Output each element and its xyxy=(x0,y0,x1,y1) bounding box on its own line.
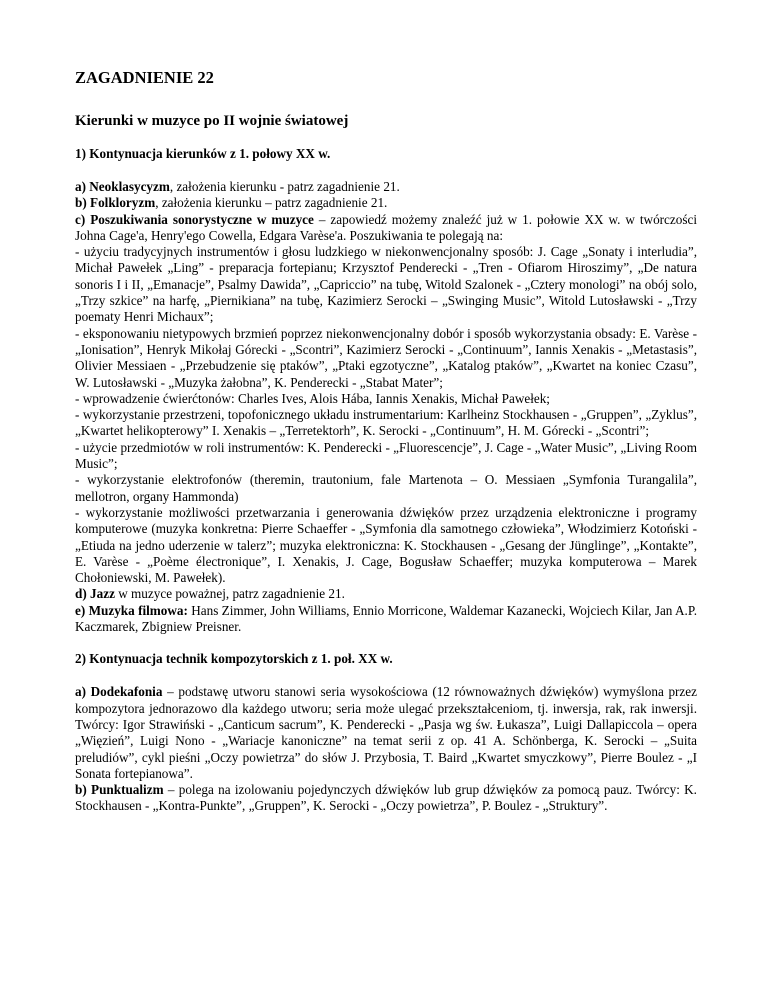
paragraph-text: – zapowiedź możemy znaleźć już w 1. połowie XX w. w twórczości Johna Cage'a, Henry'ego Cowella, Edgara Varèse'a. Poszukiwania te polegają na: xyxy=(75,211,698,243)
paragraph xyxy=(75,586,697,602)
paragraph-text: - wykorzystanie elektrofonów (theremin, trautonium, fale Martenota – O. Messiaen „Symfonia Turangalila”, mellotron, organy Hammonda) xyxy=(75,472,697,504)
paragraph xyxy=(75,603,697,636)
paragraph-lead: e) Muzyka filmowa: xyxy=(75,602,188,618)
paragraph xyxy=(75,391,697,407)
page-subtitle: Kierunki w muzyce po II wojnie światowej xyxy=(75,113,349,129)
section-2 xyxy=(75,651,697,814)
paragraph-text: – podstawę utworu stanowi seria wysokościowa (12 równoważnych dźwięków) wymyślona przez kompozytora jednorazowo dla każdego utworu; seria może ulegać przekształceniom, tj. inwersja, rak, rak inwersji. Twórcy: Igor Strawiński - „Canticum sacrum”, K. Penderecki - „Pasja wg św. Łukasza”, Luigi Dallapiccola – opera „Więzień”, Luigi Nono - „Wariacje kanoniczne” na temat serii z op. 41 A. Schönberga, K. Serocki – „Suita preludiów”, cykl pieśni „Oczy powietrza” do słów J. Przybosia, T. Baird „Kwartet smyczkowy”, Pierre Boulez - „I Sonata fortepianowa”. xyxy=(75,684,697,781)
paragraph-text: - wykorzystanie możliwości przetwarzania i generowania dźwięków przez urządzenia elektroniczne i programy komputerowe (muzyka konkretna: Pierre Schaeffer - „Symfonia dla samotnego człowieka”, Włodzimierz Kotoński - „Etiuda na jedno uderzenie w talerz”; muzyka elektroniczna: K. Stockhausen - „Gesang der Jünglinge”, „Kontakte”, E. Varèse - „Poème électronique”, I. Xenakis, J. Cage, Bogusław Schaeffer; muzyka komputerowa – Marek Chołoniewski, M. Pawełek). xyxy=(75,504,697,586)
paragraph xyxy=(75,505,697,586)
paragraph xyxy=(75,244,697,325)
page-title: ZAGADNIENIE 22 xyxy=(75,68,214,87)
paragraph xyxy=(75,407,697,440)
paragraph xyxy=(75,326,697,391)
paragraph-text: w muzyce poważnej, patrz zagadnienie 21. xyxy=(114,586,345,602)
paragraph xyxy=(75,212,697,245)
paragraph-lead: d) Jazz xyxy=(75,586,115,602)
paragraph xyxy=(75,195,697,211)
section-heading: 2) Kontynuacja technik kompozytorskich z 1. poł. XX w. xyxy=(75,651,393,667)
paragraph-text: , założenia kierunku – patrz zagadnienie 21. xyxy=(155,195,388,211)
paragraph-text: Hans Zimmer, John Williams, Ennio Morricone, Waldemar Kazanecki, Wojciech Kilar, Jan A.P. Kaczmarek, Zbigniew Preisner. xyxy=(75,602,697,635)
document-page xyxy=(75,68,697,831)
paragraph-text: – polega na izolowaniu pojedynczych dźwięków lub grup dźwięków za pomocą pauz. Twórcy: K. Stockhausen - „Kontra-Punkte”, „Gruppen”, K. Serocki - „Oczy powietrza”, P. Boulez - „Struktury”. xyxy=(75,782,697,814)
paragraph xyxy=(75,472,697,505)
paragraph-lead: b) Folkloryzm xyxy=(75,195,156,211)
paragraph-text: - wykorzystanie przestrzeni, topofonicznego układu instrumentarium: Karlheinz Stockhausen - „Gruppen”, „Zyklus”, „Kwartet helikopterowy” I. Xenakis – „Terretektorh”, K. Serocki - „Continuum”, H. M. Górecki - „Scontri”; xyxy=(75,407,697,439)
paragraph-lead: c) Poszukiwania sonorystyczne w muzyce xyxy=(75,211,314,227)
section-body xyxy=(75,684,697,814)
paragraph xyxy=(75,440,697,473)
paragraph-lead: a) Dodekafonia xyxy=(75,684,163,700)
paragraph-text: - wprowadzenie ćwierćtonów: Charles Ives, Alois Hába, Iannis Xenakis, Michał Pawełek; xyxy=(75,390,550,406)
paragraph-lead: a) Neoklasycyzm xyxy=(75,179,170,194)
paragraph-text: - użyciu tradycyjnych instrumentów i głosu ludzkiego w niekonwencjonalny sposób: J. Cage „Sonaty i interludia”, Michał Pawełek „Ling” - preparacja fortepianu; Krzysztof Penderecki - „Tren - Ofiarom Hiroszimy”, „De natura sonoris I i II, „Emanacje”, Psalmy Dawida”, „Capriccio” na tubę, Witold Szalonek - „Cztery monologi” na obój solo, „Trzy szkice” na harfę, „Piernikiana” na tubę, Kazimierz Serocki – „Swinging Music”, Witold Lutosławski - „Trzy poematy Henri Michaux”; xyxy=(75,244,697,325)
section-heading: 1) Kontynuacja kierunków z 1. połowy XX w. xyxy=(75,146,331,161)
paragraph xyxy=(75,684,697,782)
section-body xyxy=(75,179,697,635)
section-1 xyxy=(75,146,697,635)
paragraph-lead: b) Punktualizm xyxy=(75,782,164,798)
paragraph-text: , założenia kierunku - patrz zagadnienie 21. xyxy=(169,179,400,194)
paragraph xyxy=(75,179,697,195)
paragraph-text: - eksponowaniu nietypowych brzmień poprzez niekonwencjonalny dobór i sposób wykorzystania obsady: E. Varèse - „Ionisation”, Henryk Mikołaj Górecki - „Scontri”, Kazimierz Serocki - „Continuum”, Iannis Xenakis - „Metastasis”, Olivier Messiaen - „Przebudzenie się ptaków”, „Ptaki egzotyczne”, „Katalog ptaków”, „Kwartet na koniec Czasu”, W. Lutosławski - „Muzyka żałobna”, K. Penderecki - „Stabat Mater”; xyxy=(75,325,697,390)
paragraph xyxy=(75,782,697,815)
paragraph-text: - użycie przedmiotów w roli instrumentów: K. Penderecki - „Fluorescencje”, J. Cage - „Water Music”, „Living Room Music”; xyxy=(75,439,697,472)
